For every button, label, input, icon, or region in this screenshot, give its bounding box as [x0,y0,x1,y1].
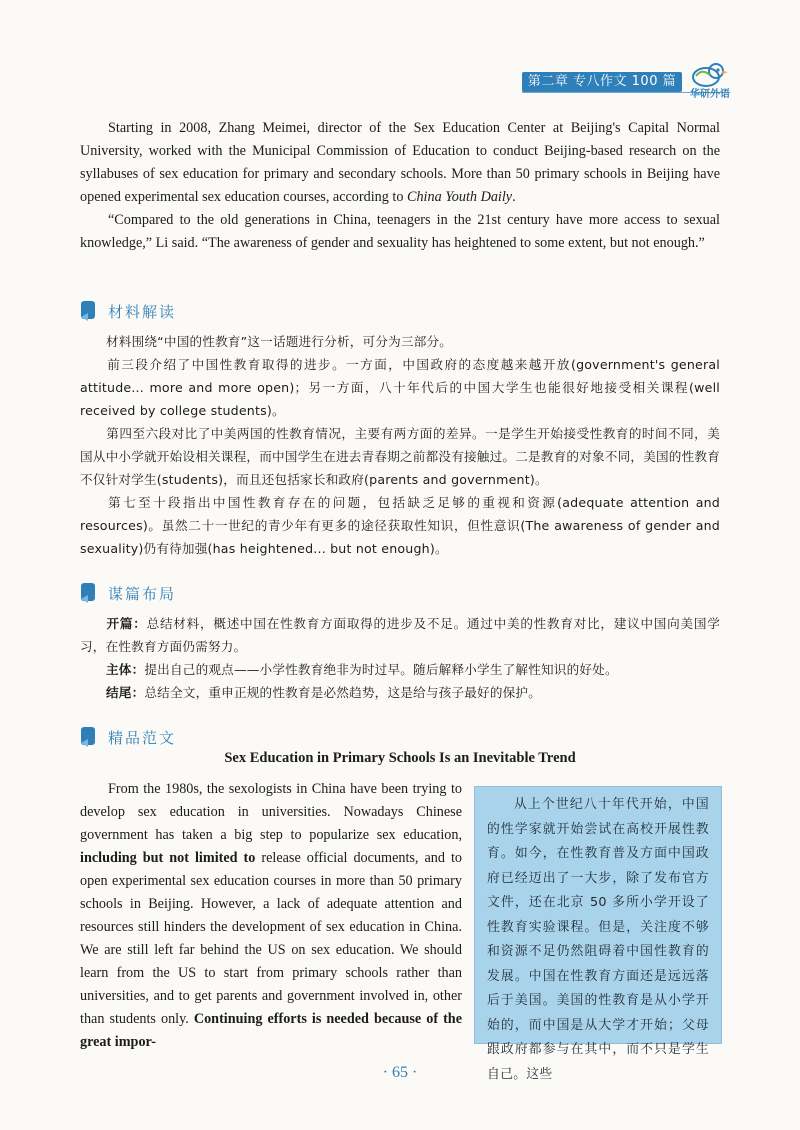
section-title: 谋篇布局 [108,584,177,603]
structure-ending: 结尾：总结全文，重申正规的性教育是必然趋势，这是给与孩子最好的保护。 [106,685,541,700]
section-heading-material [78,298,176,324]
intro-paragraph-1: Starting in 2008, Zhang Meimei, director of the Sex Education Center at Beijing's Capital Normal University, worked with the Municipal Commission of Education to conduct Beijing-based research on the syllabuses of sex education for primary and secondary schools. More than 50 primary schools in Beijing have opened experimental sex education courses, according to China Youth Daily. [80,120,720,205]
section-title: 精品范文 [108,728,177,747]
translation-box [474,786,722,1082]
bookmark-icon [78,299,98,323]
structure-body: 主体：提出自己的观点——小学性教育绝非为时过早。随后解释小学生了解性知识的好处。 [106,662,618,677]
key-phrase: Continuing efforts is needed because of the great impor- [80,1011,462,1050]
structure-opening: 开篇：总结材料，概述中国在性教育方面取得的进步及不足。通过中美的性教育对比，建议中国向美国学习，在性教育方面仍需努力。 [80,616,720,654]
essay-paragraph: From the 1980s, the sexologists in China have been trying to develop sex education in universities. Nowadays Chinese government has taken a big step to popularize sex education, including but not limited to release official documents, and to open experimental sex education courses in more than 50 primary schools in Beijing. However, a lack of adequate attention and resources still hinders the development of sex education in China. We are still left far behind the US on sex education. We should learn from the US to start from primary schools rather than universities, and to get parents and government involved in, other than students only. Continuing efforts is needed because of the great impor- [80,781,462,1050]
material-line-1: 材料围绕“中国的性教育”这一话题进行分析，可分为三部分。 [106,334,453,349]
intro-paragraph-2: “Compared to the old generations in China, teenagers in the 21st century have more access to sexual knowledge,” Li said. “The awareness of gender and sexuality has heightened to some extent, but not enough.” [80,212,720,251]
section-heading-structure [78,580,176,606]
page-number: · 65 · [382,1064,418,1081]
publisher-logo [686,62,734,100]
essay-title: Sex Education in Primary Schools Is an Inevitable Trend [224,750,576,766]
section-title: 材料解读 [108,302,177,321]
source-name: China Youth Daily [406,189,513,205]
material-line-3: 第四至六段对比了中美两国的性教育情况，主要有两方面的差异。一是学生开始接受性教育的时间不同，美国从中小学就开始设相关课程，而中国学生在进去青春期之前都没有接触过。二是教育的对象不同，美国的性教育不仅针对学生(students)，而且还包括家长和政府(parents and government)。 [80,426,720,487]
logo-text: 华研外语 [690,89,730,100]
bird-logo-icon [686,62,734,88]
material-line-2: 前三段介绍了中国性教育取得的进步。一方面，中国政府的态度越来越开放(government's general attitude... more and more open)；另一方面，八十年代后的中国大学生也能很好地接受相关课程(well received by college students)。 [80,357,720,418]
bookmark-icon [78,581,98,605]
chapter-header: 第二章 专八作文 100 篇 [522,72,682,92]
translation-text: 从上个世纪八十年代开始，中国的性学家就开始尝试在高校开展性教育。如今，在性教育普及方面中国政府已经迈出了一大步，除了发布官方文件，还在北京 50 多所小学开设了性教育实验课程。但是，关注度不够和资源不足仍然阻碍着中国性教育的发展。中国在性教育方面还是远远落后于美国。美国的性教育是从小学开始的，而中国是从大学才开始；父母跟政府都参与在其中，而不只是学生自己。这些 [487,797,709,1082]
key-phrase: including but not limited to [80,850,256,866]
material-line-4: 第七至十段指出中国性教育存在的问题，包括缺乏足够的重视和资源(adequate attention and resources)。虽然二十一世纪的青少年有更多的途径获取性知识，但性意识(The awareness of gender and sexuality)仍有待加强(has heightened... but not enough)。 [80,495,720,556]
bookmark-icon [78,725,98,749]
section-heading-essay [78,724,176,750]
